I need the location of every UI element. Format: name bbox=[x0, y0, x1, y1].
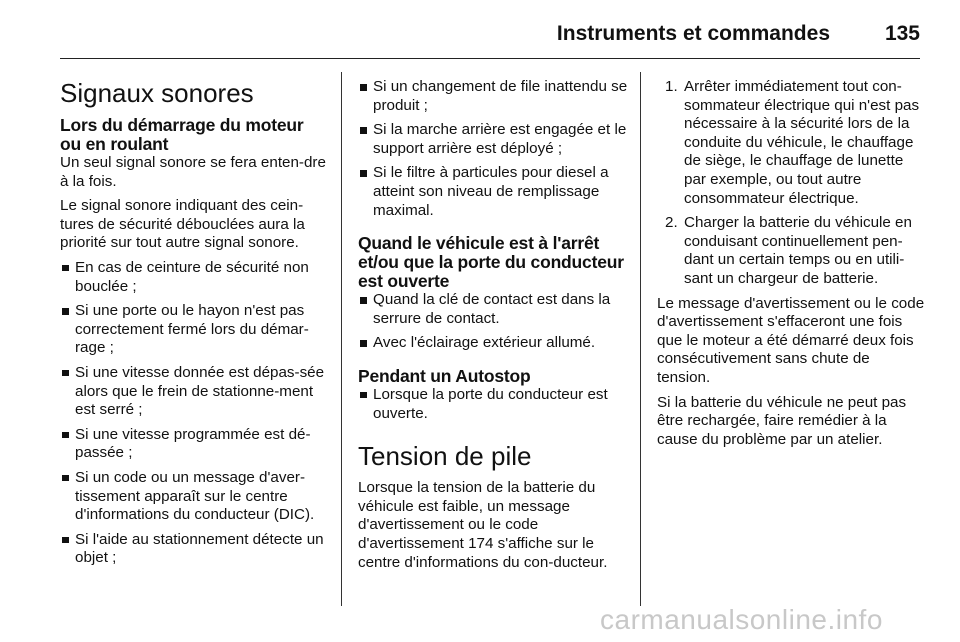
subsection-title-autostop: Pendant un Autostop bbox=[358, 365, 531, 386]
paragraph: Le signal sonore indiquant des cein-tures de sécurité débouclées aura la priorité sur tout autre signal sonore. bbox=[60, 197, 305, 252]
list-item: Si la marche arrière est engagée et le support arrière est déployé ; bbox=[358, 121, 628, 158]
list-item: Si un code ou un message d'aver-tissement apparaît sur le centre d'informations du conducteur (DIC). bbox=[60, 469, 328, 525]
section-title-tension-de-pile: Tension de pile bbox=[358, 441, 532, 472]
running-header-title: Instruments et commandes bbox=[556, 22, 830, 45]
section-title-signaux-sonores: Signaux sonores bbox=[60, 78, 254, 108]
bullet-list bbox=[60, 259, 328, 568]
paragraph: Le message d'avertissement ou le code d'avertissement s'effaceront une fois que le moteur a été démarré deux fois consécutivement sans chute de tension. bbox=[657, 294, 925, 386]
list-item bbox=[657, 78, 925, 208]
list-item: Lorsque la porte du conducteur est ouverte. bbox=[358, 386, 628, 423]
list-item: En cas de ceinture de sécurité non bouclée ; bbox=[60, 259, 328, 296]
bullet-list bbox=[358, 291, 628, 353]
bullet-list bbox=[358, 78, 628, 220]
page-number: 135 bbox=[884, 22, 920, 45]
list-item: Si un changement de file inattendu se produit ; bbox=[358, 78, 628, 115]
list-item: Avec l'éclairage extérieur allumé. bbox=[358, 334, 628, 353]
subsection-title-demarrage: Lors du démarrage du moteur ou en roulant bbox=[60, 115, 304, 154]
list-item: Si le filtre à particules pour diesel a atteint son niveau de remplissage maximal. bbox=[358, 164, 628, 220]
column-2 bbox=[358, 78, 628, 578]
list-item: Quand la clé de contact est dans la serrure de contact. bbox=[358, 291, 628, 328]
subsection-title-arret: Quand le véhicule est à l'arrêt et/ou que la porte du conducteur est ouverte bbox=[358, 233, 624, 292]
list-item: Si une vitesse donnée est dépas-sée alors que le frein de stationne-ment est serré ; bbox=[60, 364, 328, 420]
column-3 bbox=[657, 78, 925, 455]
column-divider-2 bbox=[640, 72, 641, 606]
step-number: 2. bbox=[665, 214, 678, 232]
bullet-list bbox=[358, 386, 628, 423]
step-text: Charger la batterie du véhicule en conduisant continuellement pen-dant un certain temps ou en utili-sant un chargeur de batterie. bbox=[684, 214, 912, 287]
list-item: Si une vitesse programmée est dé-passée ; bbox=[60, 426, 328, 463]
column-1 bbox=[60, 78, 328, 574]
list-item bbox=[657, 214, 925, 288]
paragraph: Lorsque la tension de la batterie du véhicule est faible, un message d'avertissement ou le code d'avertissement 174 s'affiche sur le centre d'informations du con-ducteur. bbox=[358, 479, 608, 571]
paragraph: Un seul signal sonore se fera enten-dre à la fois. bbox=[60, 154, 326, 190]
header-divider bbox=[60, 58, 920, 59]
column-divider-1 bbox=[341, 72, 342, 606]
page-header bbox=[60, 18, 920, 58]
list-item: Si l'aide au stationnement détecte un objet ; bbox=[60, 531, 328, 568]
paragraph: Si la batterie du véhicule ne peut pas être rechargée, faire remédier à la cause du problème par un atelier. bbox=[657, 393, 907, 448]
watermark-text: carmanualsonline.info bbox=[600, 604, 883, 635]
step-number: 1. bbox=[665, 78, 678, 95]
step-text: Arrêter immédiatement tout con-sommateur électrique qui n'est pas nécessaire à la sécurité lors de la conduite du véhicule, le chauffage de siège, le chauffage de lunette par exemple, ou tout autre consommateur électrique. bbox=[684, 78, 920, 207]
list-item: Si une porte ou le hayon n'est pas correctement fermé lors du démar-rage ; bbox=[60, 302, 328, 358]
numbered-list bbox=[657, 78, 925, 289]
